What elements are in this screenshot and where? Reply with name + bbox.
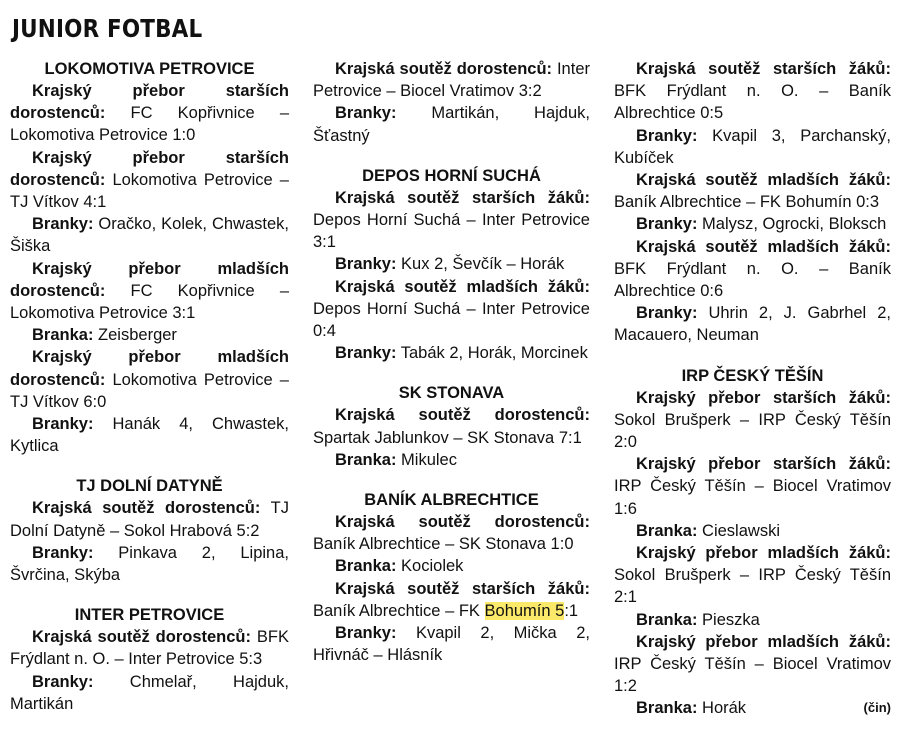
club-heading: SK STONAVA	[398, 384, 505, 403]
result-paragraph: Krajská soutěž starších žáků: Depos Horní Suchá – Inter Petrovice 3:1	[313, 188, 590, 252]
club-heading: BANÍK ALBRECHTICE	[364, 491, 539, 510]
scorers-paragraph: Branky: Kux 2, Ševčík – Horák	[335, 255, 565, 274]
result-paragraph: Krajský přebor mladších dorostenců: Lokomotiva Petrovice – TJ Vítkov 6:0	[10, 348, 289, 411]
scorers-paragraph: Branka: Pieszka	[636, 610, 760, 629]
scorers-paragraph: Branka: Kociolek	[335, 557, 464, 576]
scorers-paragraph: Branka: Horák (čin)	[614, 697, 891, 719]
result-paragraph: Krajská soutěž dorostenců: BFK Frýdlant n. O. – Inter Petrovice 5:3	[10, 628, 289, 669]
club-heading: TJ DOLNÍ DATYNĚ	[76, 477, 223, 496]
club-heading: INTER PETROVICE	[74, 606, 225, 625]
scorers-paragraph: Branka: Zeisberger	[32, 326, 177, 345]
column-3	[614, 58, 891, 720]
result-paragraph: Krajská soutěž dorostenců: Spartak Jablunkov – SK Stonava 7:1	[313, 406, 590, 447]
result-paragraph: Krajská soutěž dorostenců: Inter Petrovice – Biocel Vratimov 3:2	[313, 60, 590, 101]
author-credit: (čin)	[863, 700, 891, 716]
scorers-paragraph: Branky: Chmelař, Hajduk, Martikán	[10, 672, 289, 713]
scorers-paragraph: Branka: Mikulec	[335, 450, 457, 469]
scorers-paragraph: Branky: Hanák 4, Chwastek, Kytlica	[10, 415, 290, 456]
result-paragraph: Krajský přebor starších dorostenců: FC Kopřivnice – Lokomotiva Petrovice 1:0	[10, 82, 289, 145]
scorers-paragraph: Branky: Tabák 2, Horák, Morcinek	[335, 344, 588, 363]
scorers-paragraph: Branky: Pinkava 2, Lipina, Švrčina, Skýba	[10, 543, 289, 585]
result-paragraph: Krajský přebor starších žáků: IRP Český Těšín – Biocel Vratimov 1:6	[614, 455, 891, 518]
highlighted-text: Bohumín 5	[484, 601, 565, 620]
result-paragraph: Krajská soutěž starších žáků: BFK Frýdlant n. O. – Baník Albrechtice 0:5	[614, 60, 891, 123]
club-heading: DEPOS HORNÍ SUCHÁ	[362, 166, 541, 185]
result-paragraph: Krajský přebor mladších žáků: Sokol Brušperk – IRP Český Těšín 2:1	[614, 544, 891, 607]
result-paragraph: Krajská soutěž dorostenců: TJ Dolní Datyně – Sokol Hrabová 5:2	[10, 499, 289, 540]
result-paragraph: Krajský přebor starších žáků: Sokol Brušperk – IRP Český Těšín 2:0	[614, 388, 891, 452]
result-paragraph: Krajská soutěž mladších žáků: Depos Horní Suchá – Inter Petrovice 0:4	[313, 277, 590, 341]
scorers-paragraph: Branka: Cieslawski	[636, 521, 780, 540]
result-paragraph: Krajská soutěž dorostenců: Baník Albrechtice – SK Stonava 1:0	[313, 513, 590, 554]
scorers-paragraph: Branky: Malysz, Ogrocki, Bloksch	[636, 215, 887, 234]
result-paragraph: Krajský přebor mladších dorostenců: FC Kopřivnice – Lokomotiva Petrovice 3:1	[10, 259, 289, 323]
result-paragraph: Krajský přebor mladších žáků: IRP Český Těšín – Biocel Vratimov 1:2	[614, 632, 891, 696]
club-heading: LOKOMOTIVA PETROVICE	[44, 60, 255, 78]
column-2	[313, 58, 590, 666]
scorers-paragraph: Branky: Oračko, Kolek, Chwastek, Šiška	[10, 215, 289, 256]
result-paragraph: Krajský přebor starších dorostenců: Lokomotiva Petrovice – TJ Vítkov 4:1	[10, 148, 289, 212]
scorers-paragraph: Branky: Uhrin 2, J. Gabrhel 2, Macauero, Neuman	[614, 304, 891, 345]
page-title: JUNIOR FOTBAL	[12, 14, 203, 43]
club-heading: IRP ČESKÝ TĚŠÍN	[681, 366, 824, 385]
scorers-paragraph: Branky: Kvapil 3, Parchanský, Kubíček	[614, 126, 891, 167]
column-1	[10, 58, 289, 715]
scorers-paragraph: Branky: Kvapil 2, Mička 2, Hřivnáč – Hlásník	[313, 624, 590, 665]
result-paragraph: Krajská soutěž mladších žáků: Baník Albrechtice – FK Bohumín 0:3	[614, 171, 891, 212]
result-paragraph: Krajská soutěž mladších žáků: BFK Frýdlant n. O. – Baník Albrechtice 0:6	[614, 237, 891, 301]
result-paragraph: Krajská soutěž starších žáků: Baník Albrechtice – FK Bohumín 5:1	[313, 579, 590, 620]
scorers-paragraph: Branky: Martikán, Hajduk, Šťastný	[313, 104, 590, 145]
